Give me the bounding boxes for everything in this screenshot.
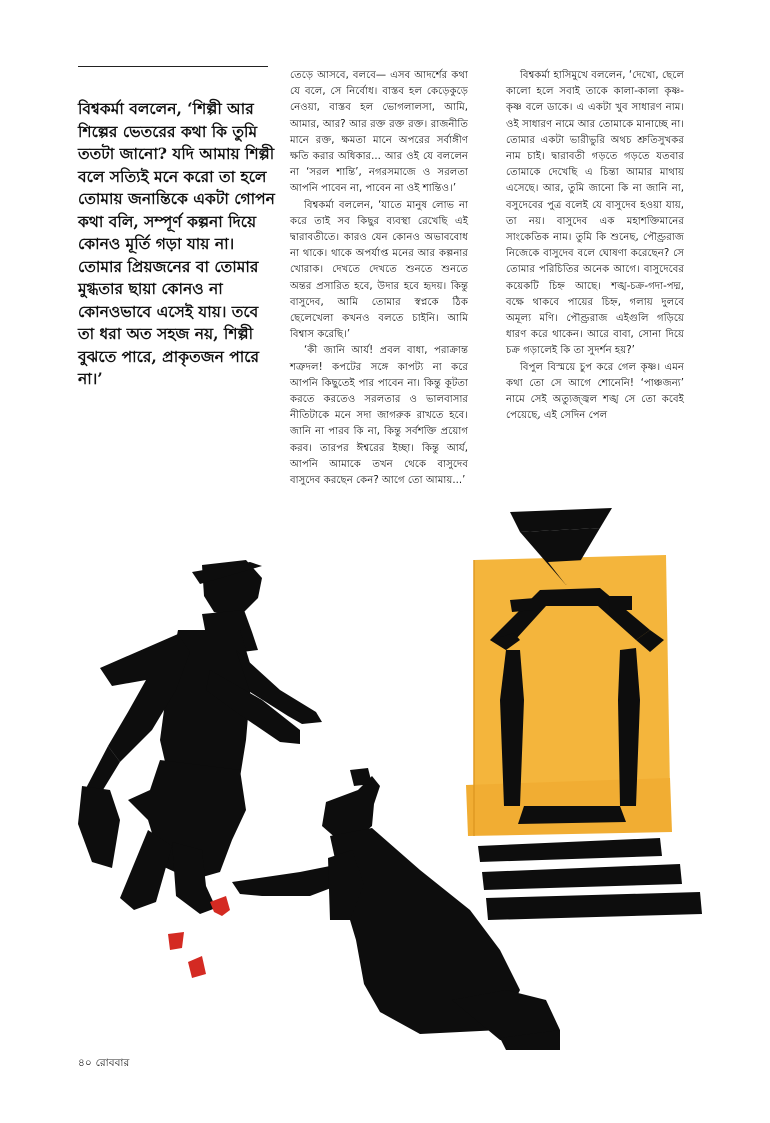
col1-paragraph-3: ‘কী জানি আর্য! প্রবল বাধা, পরাক্রান্ত শত্রুদল! কপটের সঙ্গে কাপট্য না করে আপনি কিছুতেই পার পাবেন না। কিন্তু কূটতা করতে করতেও সরলতার ও ভালবাসার নীতিটাকে মনে সদা জাগরুক রাখতে হবে। জানি না পারব কি না, কিন্তু সর্বশক্তি প্রয়োগ করব। তারপর ঈশ্বরের ইচ্ছা। কিন্তু আর্য, আপনি আমাকে তখন থেকে বাসুদেব বাসুদেব করছেন কেন? আগে তো আমায়...’ bbox=[290, 345, 468, 487]
standing-figure-silhouette bbox=[78, 560, 322, 914]
col2-paragraph-2: বিপুল বিস্ময়ে চুপ করে গেল কৃষ্ণ। এমন কথা তো সে আগে শোনেনি! ‘পাঞ্চজন্য’ নামে সেই অত্যুজ্জ্বল শঙ্খ সে তো কবেই পেয়েছে, এই সেদিন পেল bbox=[506, 361, 684, 422]
col1-paragraph-2: বিশ্বকর্মা বললেন, ‘যাতে মানুষ লোভ না করে তাই সব কিছুর ব্যবস্থা রেখেছি এই দ্বারাবতীতে। কারও যেন কোনও অভাববোধ না থাকে। থাকে অপর্যাপ্ত মনের আর কল্পনার খোরাক। দেখতে দেখতে শুনতে শুনতে অন্তর প্রসারিত হবে, উদার হবে হৃদয়। কিন্তু বাসুদেব, আমি তোমার স্বপ্নকে ঠিক ছেলেখেলা কখনও বলতে চাইনি। আমি বিশ্বাস করেছি।’ bbox=[290, 199, 468, 341]
page-number: ৪০ bbox=[78, 1057, 92, 1069]
steps bbox=[478, 838, 702, 920]
page-footer bbox=[78, 1056, 129, 1073]
pull-quote: বিশ্বকর্মা বললেন, ‘শিল্পী আর শিল্পের ভেতরের কথা কি তুমি ততটা জানো? যদি আমায় শিল্পী বলে সত্যিই মনে করো তা হলে তোমায় জনান্তিকে একটা গোপন কথা বলি, সম্পূর্ণ কল্পনা দিয়ে কোনও মূর্তি গড়া যায় না। তোমার প্রিয়জনের বা তোমার মুগ্ধতার ছায়া কোনও না কোনওভাবে এসেই যায়। তবে তা ধরা অত সহজ নয়, শিল্পী বুঝতে পারে, প্রাকৃতজন পারে না।’ bbox=[78, 99, 275, 388]
col1-paragraph-1: তেড়ে আসবে, বলবে— এসব আদর্শের কথা যে বলে, সে নির্বোধ। বাস্তব হল কেড়েকুড়ে নেওয়া, বাস্তব হল ভোগলালসা, আমি, আমার, আর? আর রক্ত রক্ত রক্ত। রাজনীতি মানে রক্ত, ক্ষমতা মানে অপরের সর্বাঙ্গীণ ক্ষতি করার অধিকার... আর ওই যে বললেন না ‘সরল শান্তি’, নগরসমাজে ও সরলতা আপনি পাবেন না, পাবেন না ওই শান্তিও।’ bbox=[290, 70, 468, 195]
magazine-name: রোববার bbox=[95, 1057, 130, 1069]
col2-paragraph-1: বিশ্বকর্মা হাসিমুখে বললেন, ‘দেখো, ছেলে কালো হলে সবাই তাকে কালা-কালা কৃষ্ণ-কৃষ্ণ বলে ডাকে। এ একটা খুব সাধারণ নাম। ওই সাধারণ নামে আর তোমাকে মানাচ্ছে না। তোমার একটা ভারীভুরি অথচ শ্রুতিসুখকর নাম চাই। দ্বারাবতী গড়তে গড়তে যতবার তোমাকে দেখেছি এ চিন্তা আমার মাথায় এসেছে। আর, তুমি জানো কি না জানি না, বসুদেবের পুত্র বলেই যে বাসুদেব হওয়া যায়, তা নয়। বাসুদেব এক মহাশক্তিমানের সাংকেতিক নাম। তুমি কি শুনেছ, পৌণ্ড্ররাজ নিজেকে বাসুদেব বলে ঘোষণা করেছেন? সে তোমার পরিচিতির অনেক আগে। বাসুদেবের কয়েকটি চিহ্ন আছে। শঙ্খ-চক্র-গদা-পদ্ম, বক্ষে থাকবে পায়ের চিহ্ন, গলায় দুলবে অমূল্য মণি। পৌণ্ড্ররাজ এইগুলি গড়িয়ে ধারণ করে থাকেন। আরে বাবা, সোনা দিয়ে চক্র গড়ালেই কি তা সুদর্শন হয়?’ bbox=[506, 70, 684, 357]
